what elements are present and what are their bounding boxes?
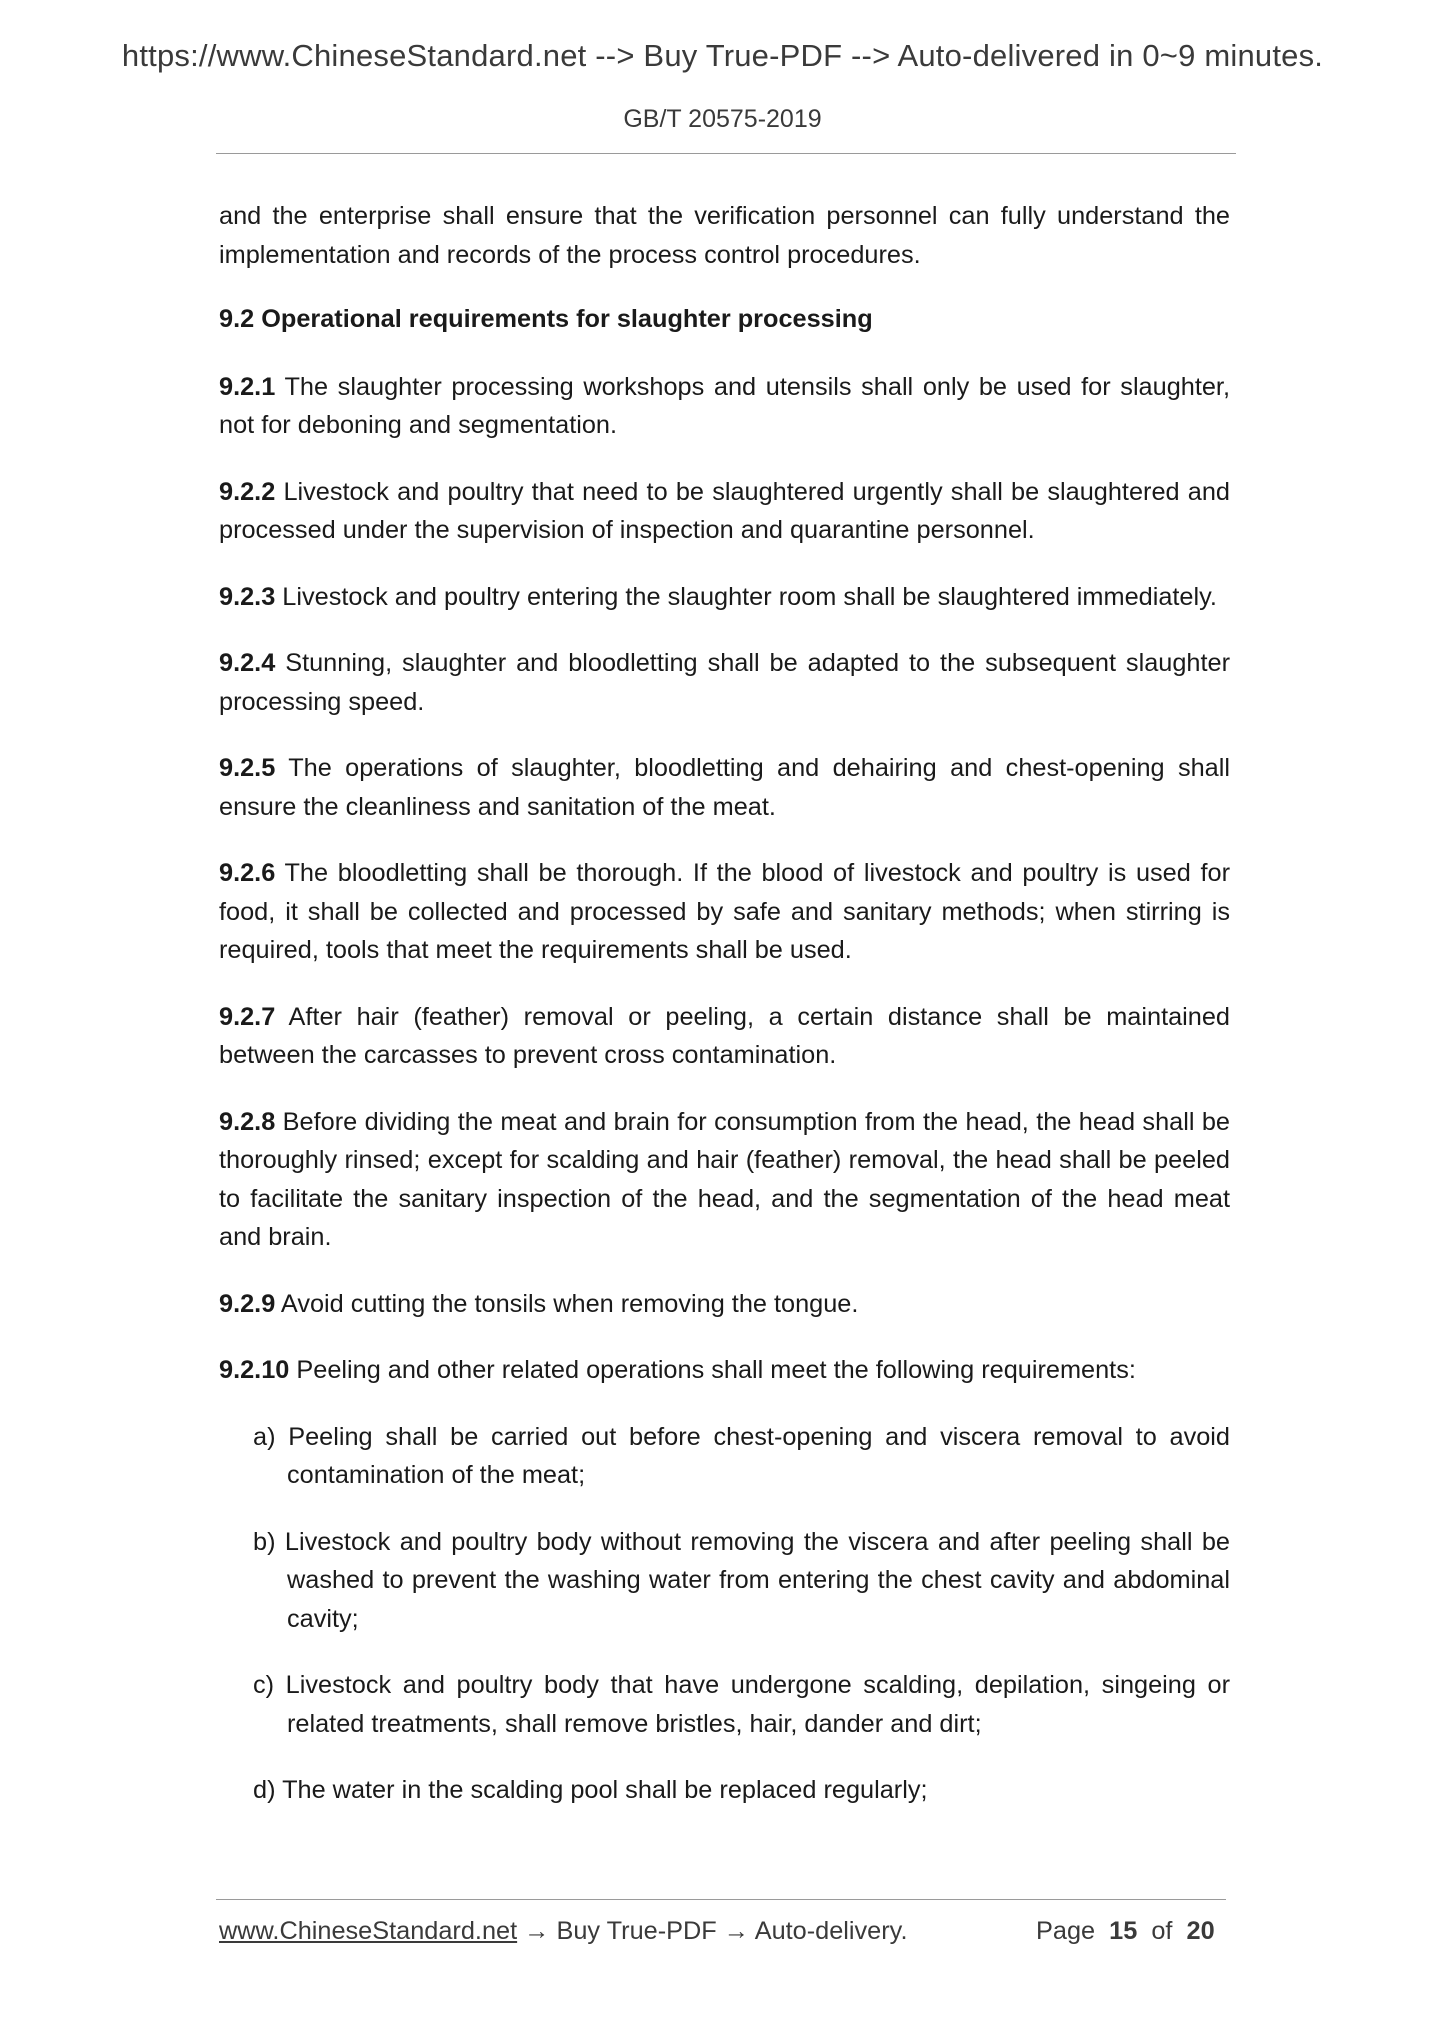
clause-number: 9.2.2 — [219, 477, 276, 506]
section-title: 9.2 Operational requirements for slaughter processing — [219, 305, 873, 333]
clause-9-2-9 — [219, 1285, 1230, 1324]
clause-number: 9.2.5 — [219, 754, 276, 782]
clause-9-2-8 — [219, 1103, 1230, 1257]
list-item: c) Livestock and poultry body that have undergone scalding, depilation, singeing or related treatments, shall remove bristles, hair, dander and dirt; — [253, 1671, 1230, 1738]
clause-number: 9.2.8 — [219, 1107, 276, 1136]
page-indicator — [1036, 1917, 1215, 1946]
current-page-number: 15 — [1109, 1917, 1138, 1945]
list-item: b) Livestock and poultry body without removing the viscera and after peeling shall be washed to prevent the washing water from entering the chest cavity and abdominal cavity; — [253, 1527, 1230, 1633]
total-pages-number: 20 — [1186, 1917, 1215, 1945]
clause-text: Peeling and other related operations shall meet the following requirements: — [289, 1356, 1136, 1384]
clause-text: The operations of slaughter, bloodletting and dehairing and chest-opening shall ensure the cleanliness and sanitation of the meat. — [219, 754, 1230, 821]
clause-text: Livestock and poultry that need to be slaughtered urgently shall be slaughtered and processed under the supervision of inspection and quarantine personnel. — [219, 477, 1230, 544]
clause-9-2-7 — [219, 998, 1230, 1075]
clause-text: Before dividing the meat and brain for consumption from the head, the head shall be thoroughly rinsed; except for scalding and hair (feather) removal, the head shall be peeled to facilitate the sanitary inspection of the head, and the segmentation of the head meat and brain. — [219, 1107, 1230, 1251]
clause-text: The bloodletting shall be thorough. If the blood of livestock and poultry is used for food, it shall be collected and processed by safe and sanitary methods; when stirring is required, tools that meet the requirements shall be used. — [219, 859, 1230, 964]
standard-code-header: GB/T 20575-2019 — [623, 105, 822, 133]
clause-number: 9.2.4 — [219, 649, 276, 677]
header-divider — [216, 153, 1236, 154]
top-banner[interactable]: https://www.ChineseStandard.net --> Buy True-PDF --> Auto-delivered in 0~9 minutes. — [121, 38, 1324, 73]
list-item: a) Peeling shall be carried out before chest-opening and viscera removal to avoid contamination of the meat; — [253, 1422, 1230, 1489]
clause-text: The slaughter processing workshops and utensils shall only be used for slaughter, not for deboning and segmentation. — [219, 372, 1230, 439]
clause-number: 9.2.10 — [219, 1356, 290, 1384]
footer-divider — [216, 1899, 1226, 1900]
document-body — [219, 197, 1230, 1838]
clause-text: Avoid cutting the tonsils when removing the tongue. — [275, 1289, 859, 1318]
clause-9-2-6 — [219, 854, 1230, 970]
clause-number: 9.2.3 — [219, 582, 276, 611]
footer-site-link[interactable]: www.ChineseStandard.net — [219, 1917, 518, 1945]
footer-tagline: → Buy True-PDF → Auto-delivery. — [517, 1917, 908, 1945]
clause-number: 9.2.7 — [219, 1002, 276, 1031]
clause-9-2-1 — [219, 368, 1230, 445]
clause-9-2-2 — [219, 473, 1230, 550]
requirements-list — [253, 1418, 1230, 1810]
clause-9-2-4 — [219, 644, 1230, 721]
clause-9-2-10 — [219, 1351, 1230, 1390]
intro-paragraph: and the enterprise shall ensure that the verification personnel can fully understand the implementation and records of the process control procedures. — [219, 202, 1230, 269]
of-label: of — [1151, 1917, 1173, 1945]
clause-9-2-5 — [219, 749, 1230, 826]
footer-promo — [219, 1917, 907, 1946]
clause-text: Stunning, slaughter and bloodletting shall be adapted to the subsequent slaughter processing speed. — [219, 649, 1230, 716]
clause-text: Livestock and poultry entering the slaughter room shall be slaughtered immediately. — [275, 582, 1217, 611]
clause-9-2-3 — [219, 578, 1230, 617]
clause-number: 9.2.1 — [219, 372, 276, 401]
page-label: Page — [1036, 1917, 1096, 1945]
clause-number: 9.2.6 — [219, 859, 276, 887]
clause-number: 9.2.9 — [219, 1289, 276, 1318]
list-item: d) The water in the scalding pool shall be replaced regularly; — [253, 1776, 928, 1804]
clause-text: After hair (feather) removal or peeling, a certain distance shall be maintained between the carcasses to prevent cross contamination. — [219, 1002, 1230, 1069]
